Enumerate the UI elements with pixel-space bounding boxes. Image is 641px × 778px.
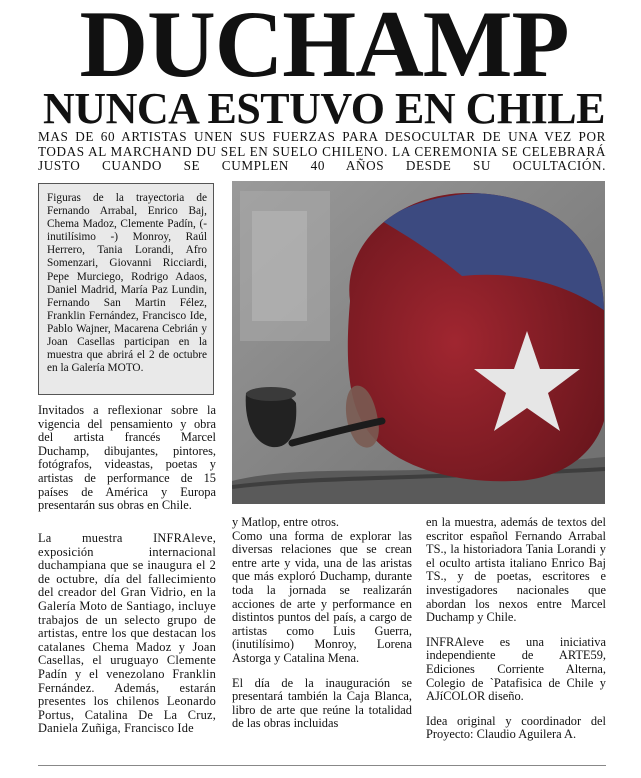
sidebar-text: Figuras de la trayectoria de Fernando Arrabal, Enrico Baj, Chema Madoz, Clemente Padín, (- inutilísimo -) Monroy, Raúl Herrero, Tania Lorandi, Afro Somenzari, Giovanni Ricciardi, Pepe Murciego, Rodrigo Adaos, Daniel Madrid, María Paz Lundin, Fernando San Martin Félez, Franklin Fernández, Francisco Ide, Pablo Wajner, Macarena Cebrián y Joan Casellas participan en la muestra que abrirá el 2 de octubre en la Galería MOTO. <box>47 192 207 375</box>
body-paragraph: INFRAleve es una iniciativa independiente de ARTE59, Ediciones Corriente Alterna, Colegio de `Patafisica de Chile y AJíCOLOR diseño. <box>426 634 606 704</box>
intro-paragraph: Invitados a reflexionar sobre la vigencia del pensamiento y obra del artista francés Marcel Duchamp, dibujantes, pintores, fotógrafos, videastas, poetas y artistas de performance de 15 países de América y Europa presentarán sus obras en Chile. <box>38 403 216 513</box>
headline: DUCHAMP <box>79 0 569 97</box>
body-paragraph: y Matlop, entre otros. <box>232 515 340 529</box>
subheadline: NUNCA ESTUVO EN CHILE <box>43 84 605 133</box>
body-paragraph: El día de la inauguración se presentará también la Caja Blanca, libro de arte que reúne la totalidad de las obras incluidas <box>232 675 412 731</box>
deck-text: MAS DE 60 ARTISTAS UNEN SUS FUERZAS PARA DESOCULTAR DE UNA VEZ POR TODAS AL MARCHAND DU SEL EN SUELO CHILENO. LA CEREMONIA SE CELEBRARÁ JUSTO CUANDO SE CUMPLEN 40 AÑOS DESDE SU OCULTACIÓN. <box>38 129 606 173</box>
article-column-2 <box>232 516 412 742</box>
photo <box>232 181 605 504</box>
sidebar-box <box>38 183 214 395</box>
bottom-rule <box>38 765 606 766</box>
article-intro <box>38 404 216 524</box>
flag-head-photo <box>232 181 605 504</box>
body-paragraph: en la muestra, además de textos del escritor español Fernando Arrabal TS., la historiadora Tania Lorandi y el oculto artista italiano Enrico Baj TS., y de poetas, escritores e investigadores nacionales que abordan los nexos entre Marcel Duchamp y Chile. <box>426 515 606 625</box>
body-paragraph: Como una forma de explorar las diversas relaciones que se crean entre arte y vida, una de las aristas que más exploró Duchamp, durante toda la jornada se realizarán acciones de arte y performance en distintos puntos del país, a cargo de artistas como Luis Guerra, (inutilísimo) Monroy, Lorena Astorga y Catalina Mena. <box>232 528 412 665</box>
article-column-1 <box>38 532 216 747</box>
body-paragraph: La muestra INFRAleve, exposición internacional duchampiana que se inaugura el 2 de octubre, día del fallecimiento del creador del Gran Vidrio, en la Galería Moto de Santiago, incluye trabajos de un selecto grupo de artistas, entre los que destacan los catalanes Chema Madoz y Joan Casellas, el uruguayo Clemente Padín y el venezolano Franklin Fernández. Además, estarán presentes los chilenos Leonardo Portus, Catalina De La Cruz, Daniela Zuñiga, Francisco Ide <box>38 531 216 736</box>
article-column-3 <box>426 516 606 753</box>
body-paragraph: Idea original y coordinador del Proyecto: Claudio Aguilera A. <box>426 713 606 742</box>
